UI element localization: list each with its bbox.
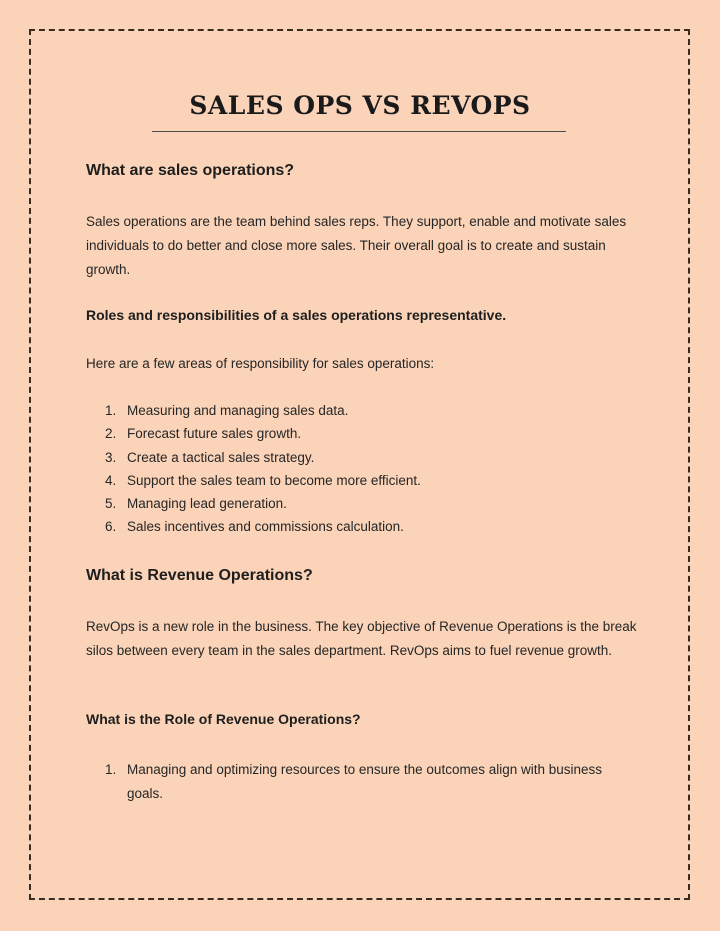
list-item [86, 399, 626, 422]
list-item [86, 446, 626, 469]
list-item-text: Create a tactical sales strategy. [127, 449, 315, 465]
list-item-number: 1. [105, 403, 117, 418]
list-item [86, 758, 626, 806]
list-item-text: Managing lead generation. [127, 496, 287, 512]
list-item-number: 6. [105, 519, 117, 535]
paragraph-sales-operations: Sales operations are the team behind sales reps. They support, enable and motivate sales individuals to do better and close more sales. Their overall goal is to create and sustain growth. [86, 214, 627, 277]
list-item-text: Support the sales team to become more efficient. [127, 472, 421, 488]
list-item [86, 492, 626, 515]
list-item-text: Forecast future sales growth. [127, 426, 302, 442]
list-item-text: Sales incentives and commissions calculation. [127, 519, 404, 535]
subheading-role-of-revenue-operations: What is the Role of Revenue Operations? [86, 711, 361, 727]
list-item-number: 3. [105, 449, 117, 465]
list-item-number: 2. [105, 426, 117, 442]
heading-what-are-sales-operations: What are sales operations? [86, 162, 295, 179]
heading-what-is-revenue-operations: What is Revenue Operations? [86, 567, 313, 584]
subheading-roles-responsibilities: Roles and responsibilities of a sales operations representative. [86, 307, 507, 323]
title-underline-rule [152, 131, 566, 132]
document-title: SALES OPS VS REVOPS [189, 91, 531, 120]
paragraph-revenue-operations: RevOps is a new role in the business. The key objective of Revenue Operations is the break silos between every team in the sales department. RevOps aims to fuel revenue growth. [86, 619, 637, 658]
responsibility-list [86, 399, 626, 539]
list-item-text: Measuring and managing sales data. [127, 403, 349, 418]
revops-role-list [86, 758, 626, 806]
list-item [86, 469, 626, 492]
list-item-number: 5. [105, 496, 117, 512]
list-item-text: Managing and optimizing resources to ensure the outcomes align with business goals. [127, 762, 603, 801]
list-item-number: 1. [105, 762, 117, 777]
list-item [86, 422, 626, 445]
list-item [86, 515, 626, 538]
list-item-number: 4. [105, 472, 117, 488]
paragraph-areas-of-responsibility: Here are a few areas of responsibility for sales operations: [86, 356, 435, 371]
